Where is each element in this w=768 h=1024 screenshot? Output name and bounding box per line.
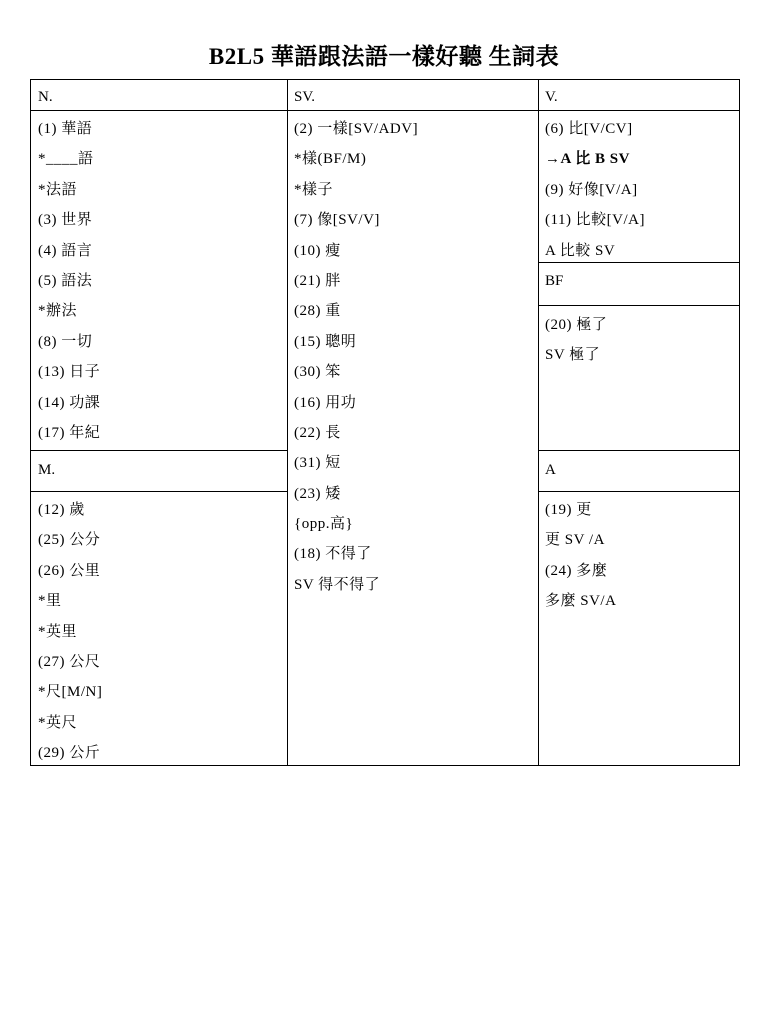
bf-section-header-line [538,305,739,306]
list-item: (14) 功課 [38,394,101,411]
bound-form-header: BF [545,273,564,289]
list-item: *里 [38,593,62,610]
list-item: *英尺 [38,714,78,731]
column-divider-2 [538,80,539,765]
list-item: (21) 胖 [294,272,341,289]
list-item: (23) 矮 [294,485,341,502]
bound-form-list [545,315,607,376]
a-section-top-line [538,450,739,451]
measure-word-list [38,500,102,774]
list-item: *尺[M/N] [38,684,103,701]
list-item: (24) 多麼 [545,562,608,579]
list-item: (22) 長 [294,424,341,441]
list-item: (28) 重 [294,303,341,320]
list-item: (3) 世界 [38,212,93,229]
list-item: (19) 更 [545,502,592,518]
list-item: 多麼 SV/A [545,593,617,610]
list-item: (26) 公里 [38,562,101,579]
noun-header: N. [38,89,53,105]
list-item: 更 SV /A [545,532,605,549]
list-item: →A 比 B SV [545,151,630,168]
verb-header: V. [545,89,558,105]
stative-verb-list [294,119,418,605]
list-item: (7) 像[SV/V] [294,212,380,229]
list-item: *樣(BF/M) [294,151,367,168]
list-item: (30) 笨 [294,364,341,381]
list-item: SV 得不得了 [294,576,381,593]
list-item: {opp.高} [294,516,354,533]
header-row-divider [31,110,739,111]
list-item: *法語 [38,181,78,198]
list-item: (15) 聰明 [294,333,357,350]
list-item: (31) 短 [294,455,341,472]
list-item: (27) 公尺 [38,653,101,670]
list-item: *辦法 [38,303,78,320]
list-item: (2) 一樣[SV/ADV] [294,121,419,137]
list-item: (18) 不得了 [294,546,372,563]
verb-list [545,119,645,271]
adverb-header: A [545,462,556,478]
page-title: B2L5 華語跟法語一樣好聽 生詞表 [208,44,560,69]
a-section-header-line [538,491,739,492]
list-item: (6) 比[V/CV] [545,121,633,137]
column-divider-1 [287,80,288,765]
list-item: (16) 用功 [294,394,357,411]
list-item: *____語 [38,151,94,168]
list-item: (25) 公分 [38,532,101,549]
list-item: *英里 [38,623,78,640]
adverb-list [545,500,616,622]
list-item: (12) 歲 [38,502,85,518]
list-item: (20) 極了 [545,317,608,333]
m-section-header-line [31,491,287,492]
list-item: SV 極了 [545,347,601,364]
noun-list [38,119,100,453]
list-item: A 比較 SV [545,242,616,259]
list-item: (11) 比較[V/A] [545,212,646,229]
list-item: *樣子 [294,181,334,198]
list-item: (9) 好像[V/A] [545,181,638,198]
list-item: (5) 語法 [38,272,93,289]
vocabulary-table [30,79,740,766]
list-item: (10) 瘦 [294,242,341,259]
stative-verb-header: SV. [294,89,315,105]
list-item: (1) 華語 [38,121,93,137]
list-item: (17) 年紀 [38,424,101,441]
list-item: (4) 語言 [38,242,93,259]
list-item: (13) 日子 [38,364,101,381]
measure-word-header: M. [38,462,56,478]
list-item: (8) 一切 [38,333,93,350]
list-item: (29) 公斤 [38,745,101,762]
